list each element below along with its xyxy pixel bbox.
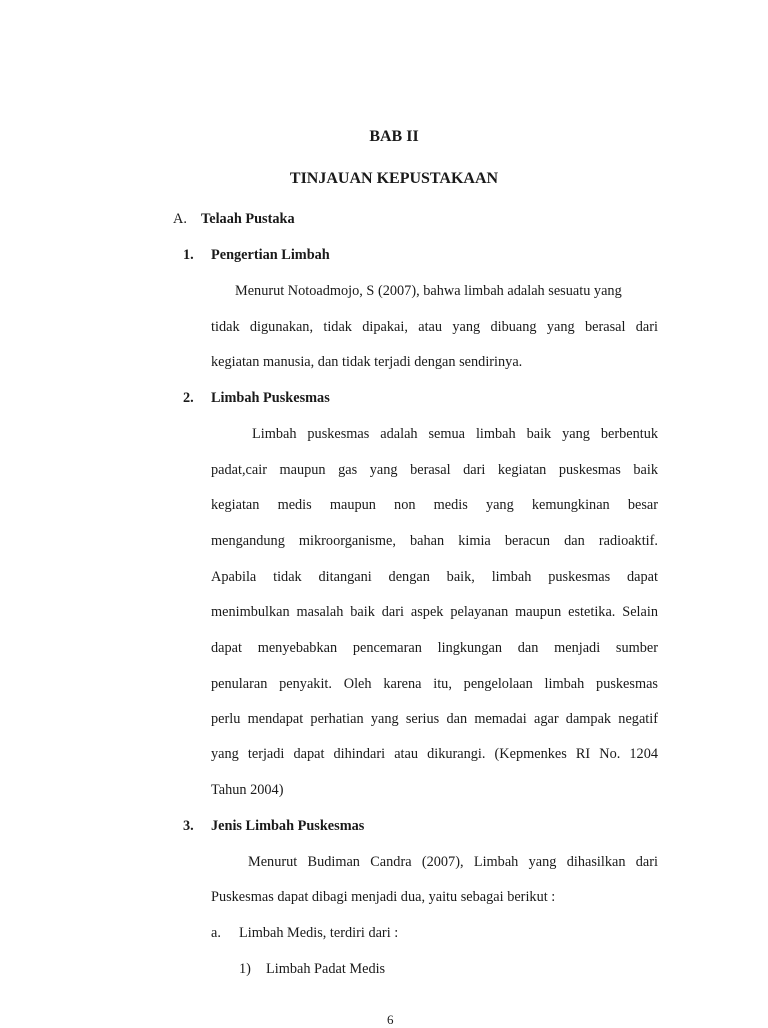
s3-line: Menurut Budiman Candra (2007), Limbah yang dihasilkan dari: [248, 854, 658, 870]
s1-title: Pengertian Limbah: [211, 247, 330, 263]
s3-marker: 3.: [183, 818, 194, 834]
s2-line: perlu mendapat perhatian yang serius dan memadai agar dampak negatif: [211, 711, 658, 727]
s2-line: kegiatan medis maupun non medis yang kemungkinan besar: [211, 497, 658, 513]
s1-line: Menurut Notoadmojo, S (2007), bahwa limbah adalah sesuatu yang: [235, 283, 622, 299]
s1-marker: 1.: [183, 247, 194, 263]
section-a-marker: A.: [173, 211, 187, 227]
s2-line: mengandung mikroorganisme, bahan kimia beracun dan radioaktif.: [211, 533, 658, 549]
page-number: 6: [387, 1012, 394, 1027]
s2-line: penularan penyakit. Oleh karena itu, pengelolaan limbah puskesmas: [211, 676, 658, 692]
s3-line: Puskesmas dapat dibagi menjadi dua, yaitu sebagai berikut :: [211, 889, 556, 905]
s1-line: kegiatan manusia, dan tidak terjadi dengan sendirinya.: [211, 354, 523, 370]
s2-line: Tahun 2004): [211, 782, 284, 798]
item-a-marker: a.: [211, 925, 221, 941]
s2-line: padat,cair maupun gas yang berasal dari kegiatan puskesmas baik: [211, 462, 658, 478]
item-1-marker: 1): [239, 961, 251, 977]
s2-marker: 2.: [183, 390, 194, 406]
s2-line: Apabila tidak ditangani dengan baik, limbah puskesmas dapat: [211, 569, 658, 585]
item-1-text: Limbah Padat Medis: [266, 961, 386, 977]
s3-title: Jenis Limbah Puskesmas: [211, 818, 365, 834]
s1-line: tidak digunakan, tidak dipakai, atau yang dibuang yang berasal dari: [211, 319, 658, 335]
s2-line: Limbah puskesmas adalah semua limbah baik yang berbentuk: [252, 426, 658, 442]
s2-line: menimbulkan masalah baik dari aspek pelayanan maupun estetika. Selain: [211, 604, 658, 620]
chapter-title: TINJAUAN KEPUSTAKAAN: [289, 170, 499, 187]
chapter-label: BAB II: [369, 128, 419, 145]
section-a-title: Telaah Pustaka: [201, 211, 295, 227]
s2-title: Limbah Puskesmas: [211, 390, 330, 406]
s2-line: dapat menyebabkan pencemaran lingkungan dan menjadi sumber: [211, 640, 658, 656]
s2-line: yang terjadi dapat dihindari atau dikurangi. (Kepmenkes RI No. 1204: [211, 746, 658, 762]
item-a-text: Limbah Medis, terdiri dari :: [239, 925, 399, 941]
